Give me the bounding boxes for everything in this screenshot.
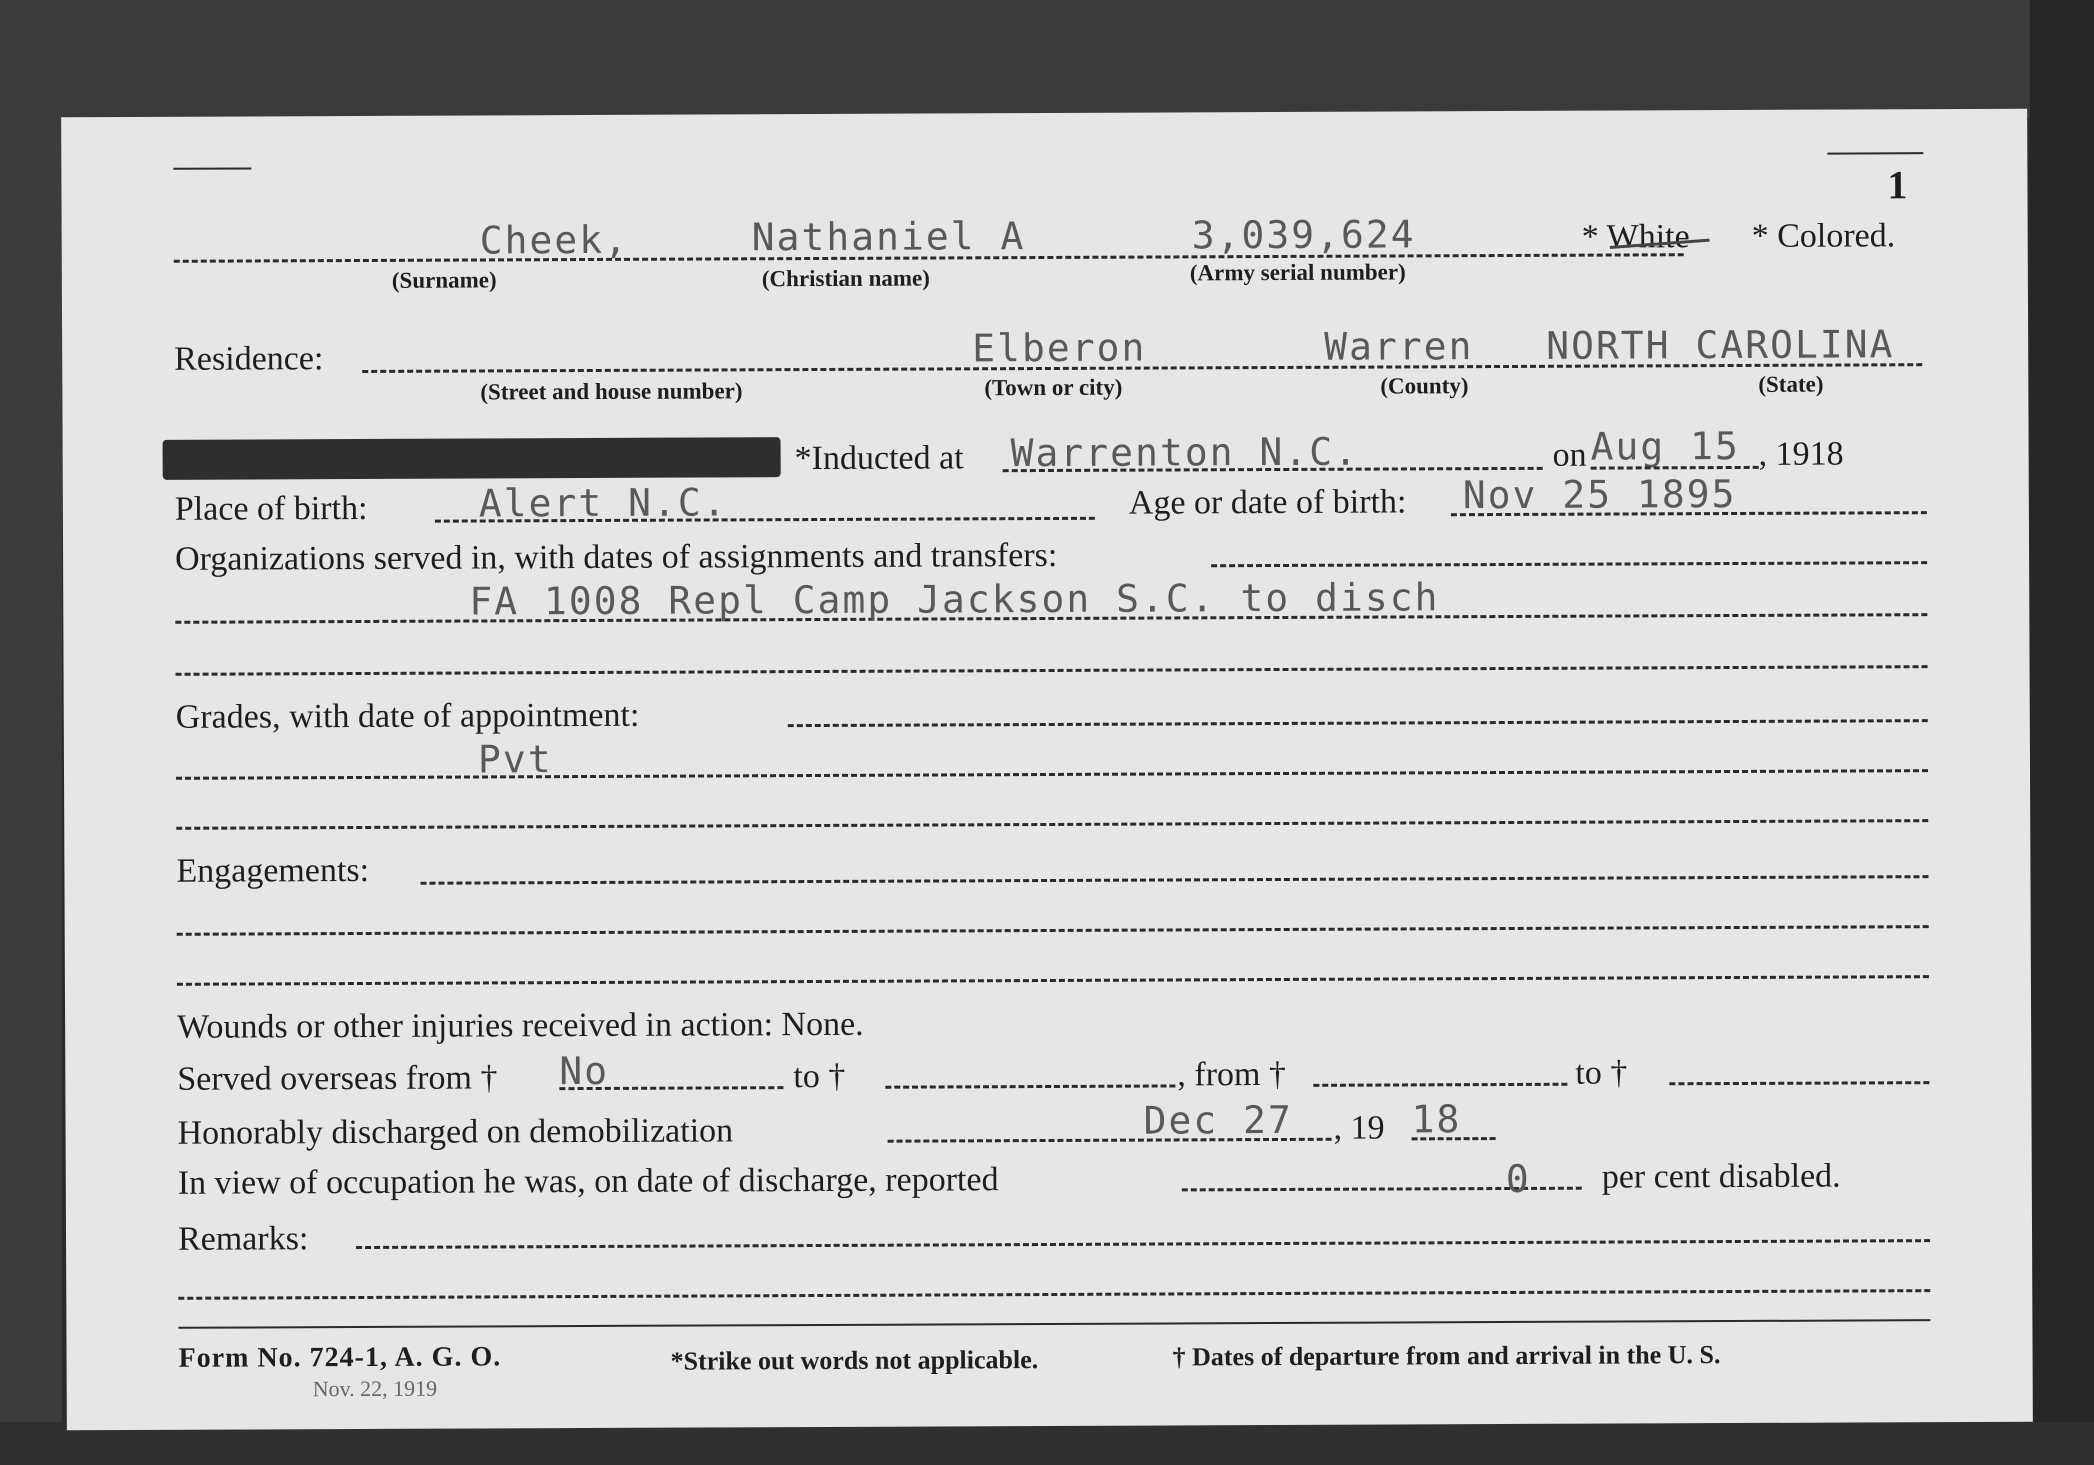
overseas-to-line (885, 1084, 1175, 1088)
footer-rule (178, 1319, 1930, 1329)
form-number: Form No. 724-1, A. G. O. (178, 1341, 502, 1374)
background-left (0, 0, 62, 1465)
state-caption: (State) (1758, 371, 1824, 397)
residence-label: Residence: (174, 340, 324, 378)
christian-name-caption: (Christian name) (761, 265, 930, 292)
discharge-year-value: 18 (1411, 1097, 1462, 1142)
induction-date-value: Aug 15 (1590, 423, 1740, 469)
top-right-rule (1827, 152, 1923, 154)
overseas-to2-line (1669, 1081, 1929, 1085)
grades-label: Grades, with date of appointment: (175, 696, 640, 736)
remarks-line-1 (178, 1289, 1930, 1300)
discharge-year-prefix: , 19 (1333, 1109, 1385, 1147)
disability-label: In view of occupation he was, on date of discharge, reported (177, 1161, 999, 1202)
induction-date-line (1591, 466, 1759, 470)
overseas-label: Served overseas from † (177, 1059, 498, 1098)
grades-line-0 (788, 719, 1928, 727)
place-of-birth-value: Alert N.C. (478, 480, 728, 526)
background-right (2030, 0, 2094, 1465)
card-number: 1 (1887, 162, 1908, 208)
overseas-from2-label: , from † (1177, 1055, 1287, 1094)
background-top (0, 0, 2094, 118)
remarks-line-0 (356, 1239, 1930, 1249)
engagements-line-1 (177, 925, 1929, 936)
service-record-card (61, 109, 2033, 1431)
inducted-label: *Inducted at (794, 439, 964, 478)
overseas-from2-line (1313, 1083, 1567, 1087)
remarks-label: Remarks: (177, 1220, 309, 1258)
organizations-entry: FA 1008 Repl Camp Jackson S.C. to disch (469, 575, 1440, 624)
disability-value: 0 (1505, 1156, 1531, 1202)
age-label: Age or date of birth: (1128, 483, 1407, 522)
footnote-strike-out: *Strike out words not applicable. (670, 1345, 1039, 1376)
grades-line-1 (176, 769, 1928, 780)
discharge-year-line (1412, 1137, 1496, 1140)
induction-place-value: Warrenton N.C. (1010, 429, 1360, 476)
redacted-enlistment-options (163, 437, 781, 480)
organizations-line-2 (176, 665, 1928, 676)
overseas-from-value: No (559, 1048, 610, 1094)
serial-number-caption: (Army serial number) (1189, 259, 1406, 286)
footnote-dates: † Dates of departure from and arrival in the U. S. (1172, 1340, 1721, 1372)
induction-year: , 1918 (1758, 435, 1844, 473)
date-of-birth-value: Nov 25 1895 (1462, 471, 1737, 518)
organizations-line-0 (1211, 561, 1927, 567)
grades-line-2 (176, 819, 1928, 830)
engagements-line-2 (177, 975, 1929, 986)
town-caption: (Town or city) (984, 374, 1123, 401)
residence-town-value: Elberon (972, 325, 1147, 371)
top-left-rule (173, 167, 251, 169)
serial-number-value: 3,039,624 (1191, 212, 1416, 258)
engagements-label: Engagements: (176, 851, 370, 890)
disability-suffix: per cent disabled. (1601, 1157, 1841, 1196)
form-date: Nov. 22, 1919 (312, 1375, 438, 1402)
christian-name-value: Nathaniel A (751, 214, 1026, 260)
engagements-line-0 (420, 875, 1928, 885)
place-of-birth-label: Place of birth: (174, 489, 368, 528)
surname-caption: (Surname) (391, 267, 497, 293)
organizations-label: Organizations served in, with dates of assignments and transfers: (174, 536, 1058, 578)
grades-entry: Pvt (477, 737, 553, 782)
county-caption: (County) (1380, 373, 1469, 399)
overseas-to-label: to † (793, 1057, 846, 1096)
discharge-date-value: Dec 27 (1143, 1097, 1293, 1143)
residence-state-value: NORTH CAROLINA (1546, 322, 1895, 368)
street-caption: (Street and house number) (480, 378, 743, 405)
discharge-label: Honorably discharged on demobilization (177, 1112, 734, 1152)
race-colored-option: * Colored. (1751, 217, 1896, 255)
overseas-from-line (559, 1086, 783, 1090)
residence-county-value: Warren (1324, 324, 1474, 369)
surname-value: Cheek, (479, 217, 630, 263)
race-white-option: * White (1581, 218, 1690, 256)
induction-on-label: on (1552, 436, 1587, 474)
wounds-label: Wounds or other injuries received in action: None. (177, 1005, 864, 1046)
overseas-to2-label: to † (1575, 1054, 1628, 1092)
